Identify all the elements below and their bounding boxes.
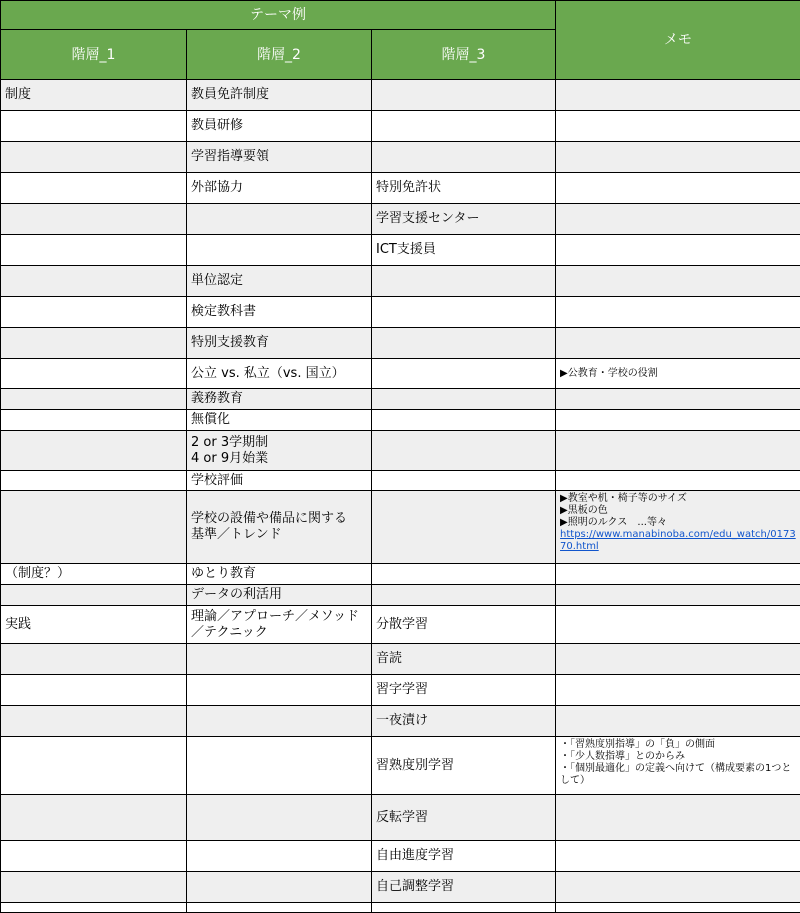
table-row <box>1 606 800 644</box>
cell-level-3[interactable] <box>372 266 556 297</box>
cell-level-1[interactable] <box>1 841 187 872</box>
cell-level-1[interactable] <box>1 297 187 328</box>
cell-level-2[interactable] <box>187 903 372 913</box>
table-row <box>1 389 800 410</box>
cell-level-3[interactable] <box>372 410 556 431</box>
cell-memo[interactable]: ・「習熟度別指導」の「負」の側面 ・「少人数指導」とのからみ ・「個別最適化」の定義へ向けて（構成要素の1つとして） <box>556 737 800 795</box>
cell-level-3[interactable]: 反転学習 <box>372 795 556 841</box>
table-row <box>1 564 800 585</box>
table-row <box>1 266 800 297</box>
cell-level-2[interactable] <box>187 872 372 903</box>
cell-level-3[interactable] <box>372 297 556 328</box>
cell-level-2[interactable] <box>187 795 372 841</box>
cell-level-3[interactable]: 特別免許状 <box>372 173 556 204</box>
cell-memo[interactable] <box>556 471 800 491</box>
cell-level-2[interactable]: 理論／アプローチ／メソッド ／テクニック <box>187 606 372 644</box>
cell-memo[interactable]: ▶公教育・学校の役割 <box>556 359 800 389</box>
table-row <box>1 410 800 431</box>
table-row <box>1 675 800 706</box>
theme-group-header[interactable]: テーマ例 <box>1 1 556 30</box>
table-row <box>1 585 800 606</box>
level-3-header[interactable]: 階層_3 <box>372 30 556 80</box>
cell-level-1[interactable] <box>1 389 187 410</box>
table-row <box>1 706 800 737</box>
table-row <box>1 795 800 841</box>
cell-memo[interactable] <box>556 235 800 266</box>
cell-level-1[interactable] <box>1 410 187 431</box>
cell-level-1[interactable] <box>1 173 187 204</box>
table-row <box>1 173 800 204</box>
cell-level-1[interactable]: （制度？） <box>1 564 187 585</box>
cell-level-3[interactable] <box>372 564 556 585</box>
cell-level-2[interactable]: 検定教科書 <box>187 297 372 328</box>
cell-level-1[interactable] <box>1 903 187 913</box>
cell-level-1[interactable] <box>1 872 187 903</box>
cell-level-2[interactable] <box>187 204 372 235</box>
cell-level-3[interactable] <box>372 359 556 389</box>
memo-header[interactable]: メモ <box>556 1 800 80</box>
cell-level-2[interactable]: 学校評価 <box>187 471 372 491</box>
memo-link[interactable]: https://www.manabinoba.com/edu_watch/017370.html <box>560 529 796 552</box>
cell-level-1[interactable] <box>1 795 187 841</box>
cell-level-3[interactable]: 一夜漬け <box>372 706 556 737</box>
cell-memo[interactable] <box>556 644 800 675</box>
cell-level-3[interactable]: 習字学習 <box>372 675 556 706</box>
cell-memo[interactable] <box>556 675 800 706</box>
cell-memo[interactable] <box>556 606 800 644</box>
cell-level-3[interactable] <box>372 80 556 111</box>
table-row <box>1 359 800 389</box>
cell-level-3[interactable] <box>372 491 556 564</box>
table-row <box>1 80 800 111</box>
level-1-header[interactable]: 階層_1 <box>1 30 187 80</box>
table-row <box>1 841 800 872</box>
cell-memo[interactable] <box>556 389 800 410</box>
cell-level-3[interactable] <box>372 471 556 491</box>
cell-level-1[interactable] <box>1 644 187 675</box>
cell-level-3[interactable] <box>372 585 556 606</box>
cell-memo[interactable] <box>556 585 800 606</box>
table-row <box>1 644 800 675</box>
cell-memo[interactable] <box>556 872 800 903</box>
cell-level-3[interactable] <box>372 389 556 410</box>
cell-level-2[interactable]: 義務教育 <box>187 389 372 410</box>
cell-level-3[interactable]: 分散学習 <box>372 606 556 644</box>
table-row <box>1 204 800 235</box>
table-row <box>1 111 800 142</box>
cell-level-1[interactable] <box>1 491 187 564</box>
cell-memo[interactable] <box>556 410 800 431</box>
cell-level-2[interactable]: 学習指導要領 <box>187 142 372 173</box>
table-row <box>1 142 800 173</box>
cell-level-1[interactable] <box>1 111 187 142</box>
cell-level-1[interactable]: 制度 <box>1 80 187 111</box>
cell-level-3[interactable]: 音読 <box>372 644 556 675</box>
cell-level-1[interactable]: 実践 <box>1 606 187 644</box>
cell-level-3[interactable]: ICT支援員 <box>372 235 556 266</box>
cell-level-1[interactable] <box>1 706 187 737</box>
cell-memo[interactable] <box>556 266 800 297</box>
table-row <box>1 431 800 471</box>
cell-memo[interactable] <box>556 564 800 585</box>
cell-level-2[interactable]: 単位認定 <box>187 266 372 297</box>
cell-memo[interactable] <box>556 903 800 913</box>
cell-memo[interactable] <box>556 204 800 235</box>
cell-level-1[interactable] <box>1 142 187 173</box>
table-row <box>1 872 800 903</box>
table-row <box>1 328 800 359</box>
cell-level-1[interactable] <box>1 359 187 389</box>
cell-memo[interactable] <box>556 328 800 359</box>
cell-memo[interactable] <box>556 173 800 204</box>
cell-level-3[interactable] <box>372 903 556 913</box>
cell-level-3[interactable] <box>372 142 556 173</box>
cell-memo[interactable] <box>556 841 800 872</box>
table-row <box>1 737 800 795</box>
cell-memo[interactable] <box>556 142 800 173</box>
cell-memo[interactable] <box>556 431 800 471</box>
cell-level-1[interactable] <box>1 235 187 266</box>
cell-level-2[interactable]: 公立 vs. 私立（vs. 国立） <box>187 359 372 389</box>
cell-level-1[interactable] <box>1 266 187 297</box>
cell-memo[interactable] <box>556 297 800 328</box>
cell-level-3[interactable]: 自己調整学習 <box>372 872 556 903</box>
cell-level-2[interactable]: データの利活用 <box>187 585 372 606</box>
cell-level-3[interactable] <box>372 328 556 359</box>
table-row <box>1 491 800 564</box>
cell-memo[interactable] <box>556 491 800 564</box>
table-row <box>1 903 800 913</box>
cell-level-2[interactable]: 外部協力 <box>187 173 372 204</box>
cell-level-2[interactable]: 教員免許制度 <box>187 80 372 111</box>
cell-level-3[interactable] <box>372 111 556 142</box>
cell-level-1[interactable] <box>1 737 187 795</box>
cell-level-2[interactable] <box>187 235 372 266</box>
cell-level-2[interactable] <box>187 737 372 795</box>
level-2-header[interactable]: 階層_2 <box>187 30 372 80</box>
cell-level-2[interactable] <box>187 706 372 737</box>
cell-level-1[interactable] <box>1 471 187 491</box>
cell-level-1[interactable] <box>1 328 187 359</box>
cell-level-3[interactable]: 自由進度学習 <box>372 841 556 872</box>
cell-memo[interactable] <box>556 80 800 111</box>
memo-text: ▶教室や机・椅子等のサイズ ▶黒板の色 ▶照明のルクス ...等々 <box>560 493 796 529</box>
cell-level-2[interactable] <box>187 841 372 872</box>
cell-level-2[interactable]: 学校の設備や備品に関する 基準／トレンド <box>187 491 372 564</box>
cell-level-2[interactable]: 2 or 3学期制 4 or 9月始業 <box>187 431 372 471</box>
table-row <box>1 235 800 266</box>
cell-level-2[interactable]: 教員研修 <box>187 111 372 142</box>
cell-level-1[interactable] <box>1 431 187 471</box>
table-row <box>1 297 800 328</box>
cell-memo[interactable] <box>556 795 800 841</box>
cell-memo[interactable] <box>556 706 800 737</box>
cell-level-3[interactable]: 学習支援センター <box>372 204 556 235</box>
cell-level-3[interactable] <box>372 431 556 471</box>
cell-level-2[interactable] <box>187 644 372 675</box>
cell-level-2[interactable]: 無償化 <box>187 410 372 431</box>
cell-memo[interactable] <box>556 111 800 142</box>
table-row <box>1 471 800 491</box>
cell-level-1[interactable] <box>1 585 187 606</box>
cell-level-2[interactable]: 特別支援教育 <box>187 328 372 359</box>
cell-level-3[interactable]: 習熟度別学習 <box>372 737 556 795</box>
cell-level-1[interactable] <box>1 675 187 706</box>
cell-level-1[interactable] <box>1 204 187 235</box>
cell-level-2[interactable]: ゆとり教育 <box>187 564 372 585</box>
cell-level-2[interactable] <box>187 675 372 706</box>
